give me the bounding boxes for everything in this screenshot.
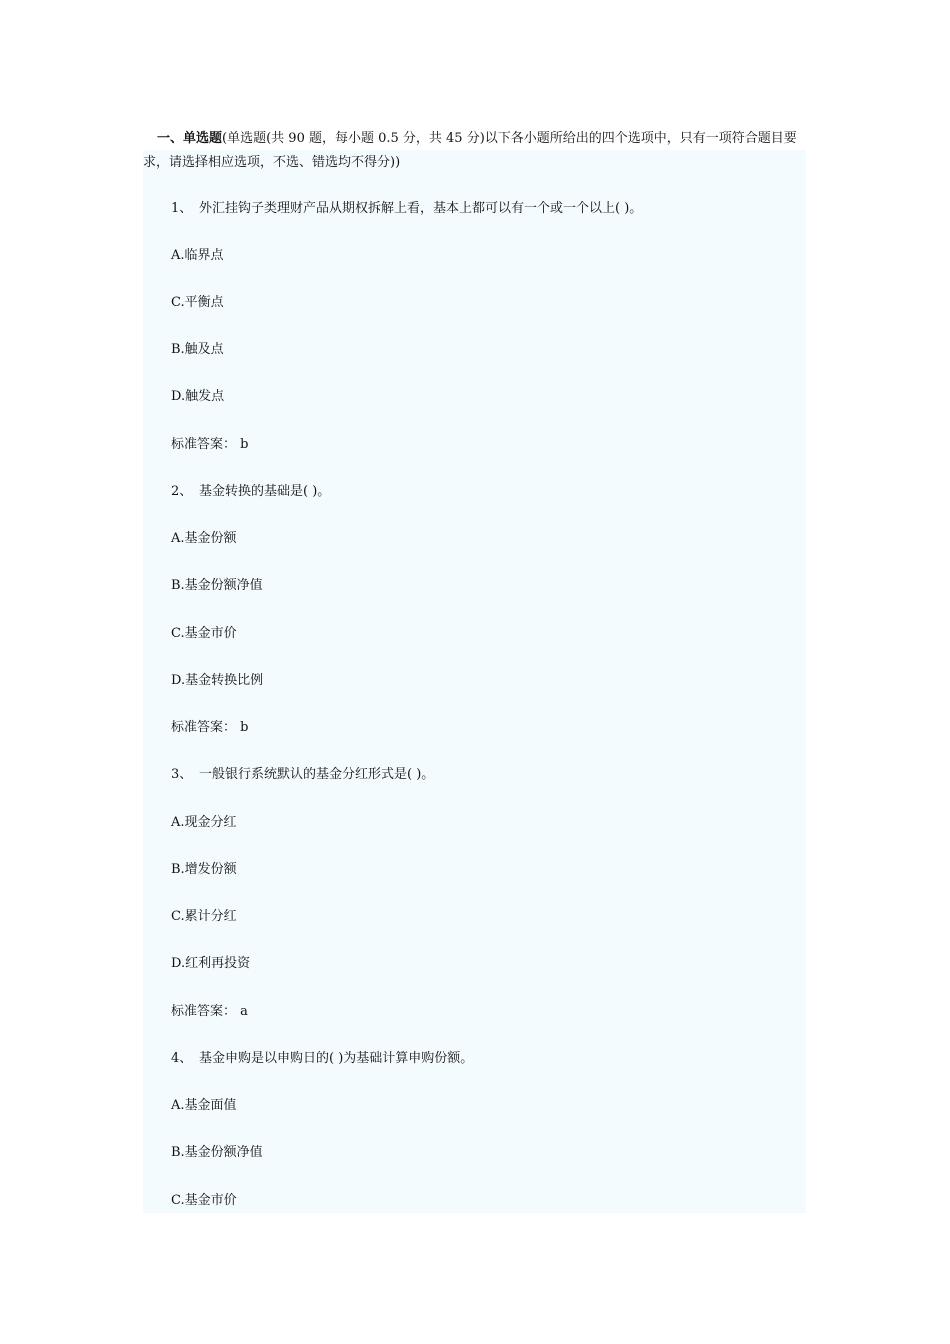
question-number: 4、: [171, 1051, 193, 1066]
answer-line: 标准答案： a: [171, 1004, 248, 1019]
option-item: B.触及点: [171, 342, 224, 357]
option-item: A.现金分红: [171, 815, 237, 830]
option-item: B.基金份额净值: [171, 1145, 263, 1160]
question-stem: [171, 483, 330, 501]
question-number: 3、: [171, 767, 193, 782]
section-title: 一、单选题: [157, 131, 223, 146]
option-item: C.基金市价: [171, 1193, 237, 1208]
question-text: 基金申购是以申购日的( )为基础计算申购份额。: [199, 1051, 474, 1066]
option-item: A.基金份额: [171, 531, 237, 546]
option-item: A.临界点: [171, 248, 224, 263]
option-item: B.增发份额: [171, 862, 237, 877]
option-item: C.基金市价: [171, 626, 237, 641]
question-number: 1、: [171, 201, 193, 216]
section-header: [143, 127, 811, 175]
section-description: (单选题(共 90 题，每小题 0.5 分，共 45 分)以下各小题所给出的四个选项中，只有一项符合题目要求，请选择相应选项，不选、错选均不得分)): [143, 131, 797, 170]
option-item: C.平衡点: [171, 295, 224, 310]
question-text: 外汇挂钩子类理财产品从期权拆解上看，基本上都可以有一个或一个以上( )。: [199, 201, 643, 216]
option-item: A.基金面值: [171, 1098, 237, 1113]
answer-line: 标准答案： b: [171, 437, 249, 452]
option-item: B.基金份额净值: [171, 578, 263, 593]
question-stem: [171, 766, 434, 784]
option-item: D.触发点: [171, 389, 225, 404]
option-item: D.红利再投资: [171, 956, 251, 971]
option-item: D.基金转换比例: [171, 673, 264, 688]
option-item: C.累计分红: [171, 909, 237, 924]
question-stem: [171, 1050, 473, 1068]
question-text: 基金转换的基础是( )。: [199, 484, 331, 499]
question-number: 2、: [171, 484, 193, 499]
question-stem: [171, 200, 642, 218]
answer-line: 标准答案： b: [171, 720, 249, 735]
question-text: 一般银行系统默认的基金分红形式是( )。: [199, 767, 435, 782]
